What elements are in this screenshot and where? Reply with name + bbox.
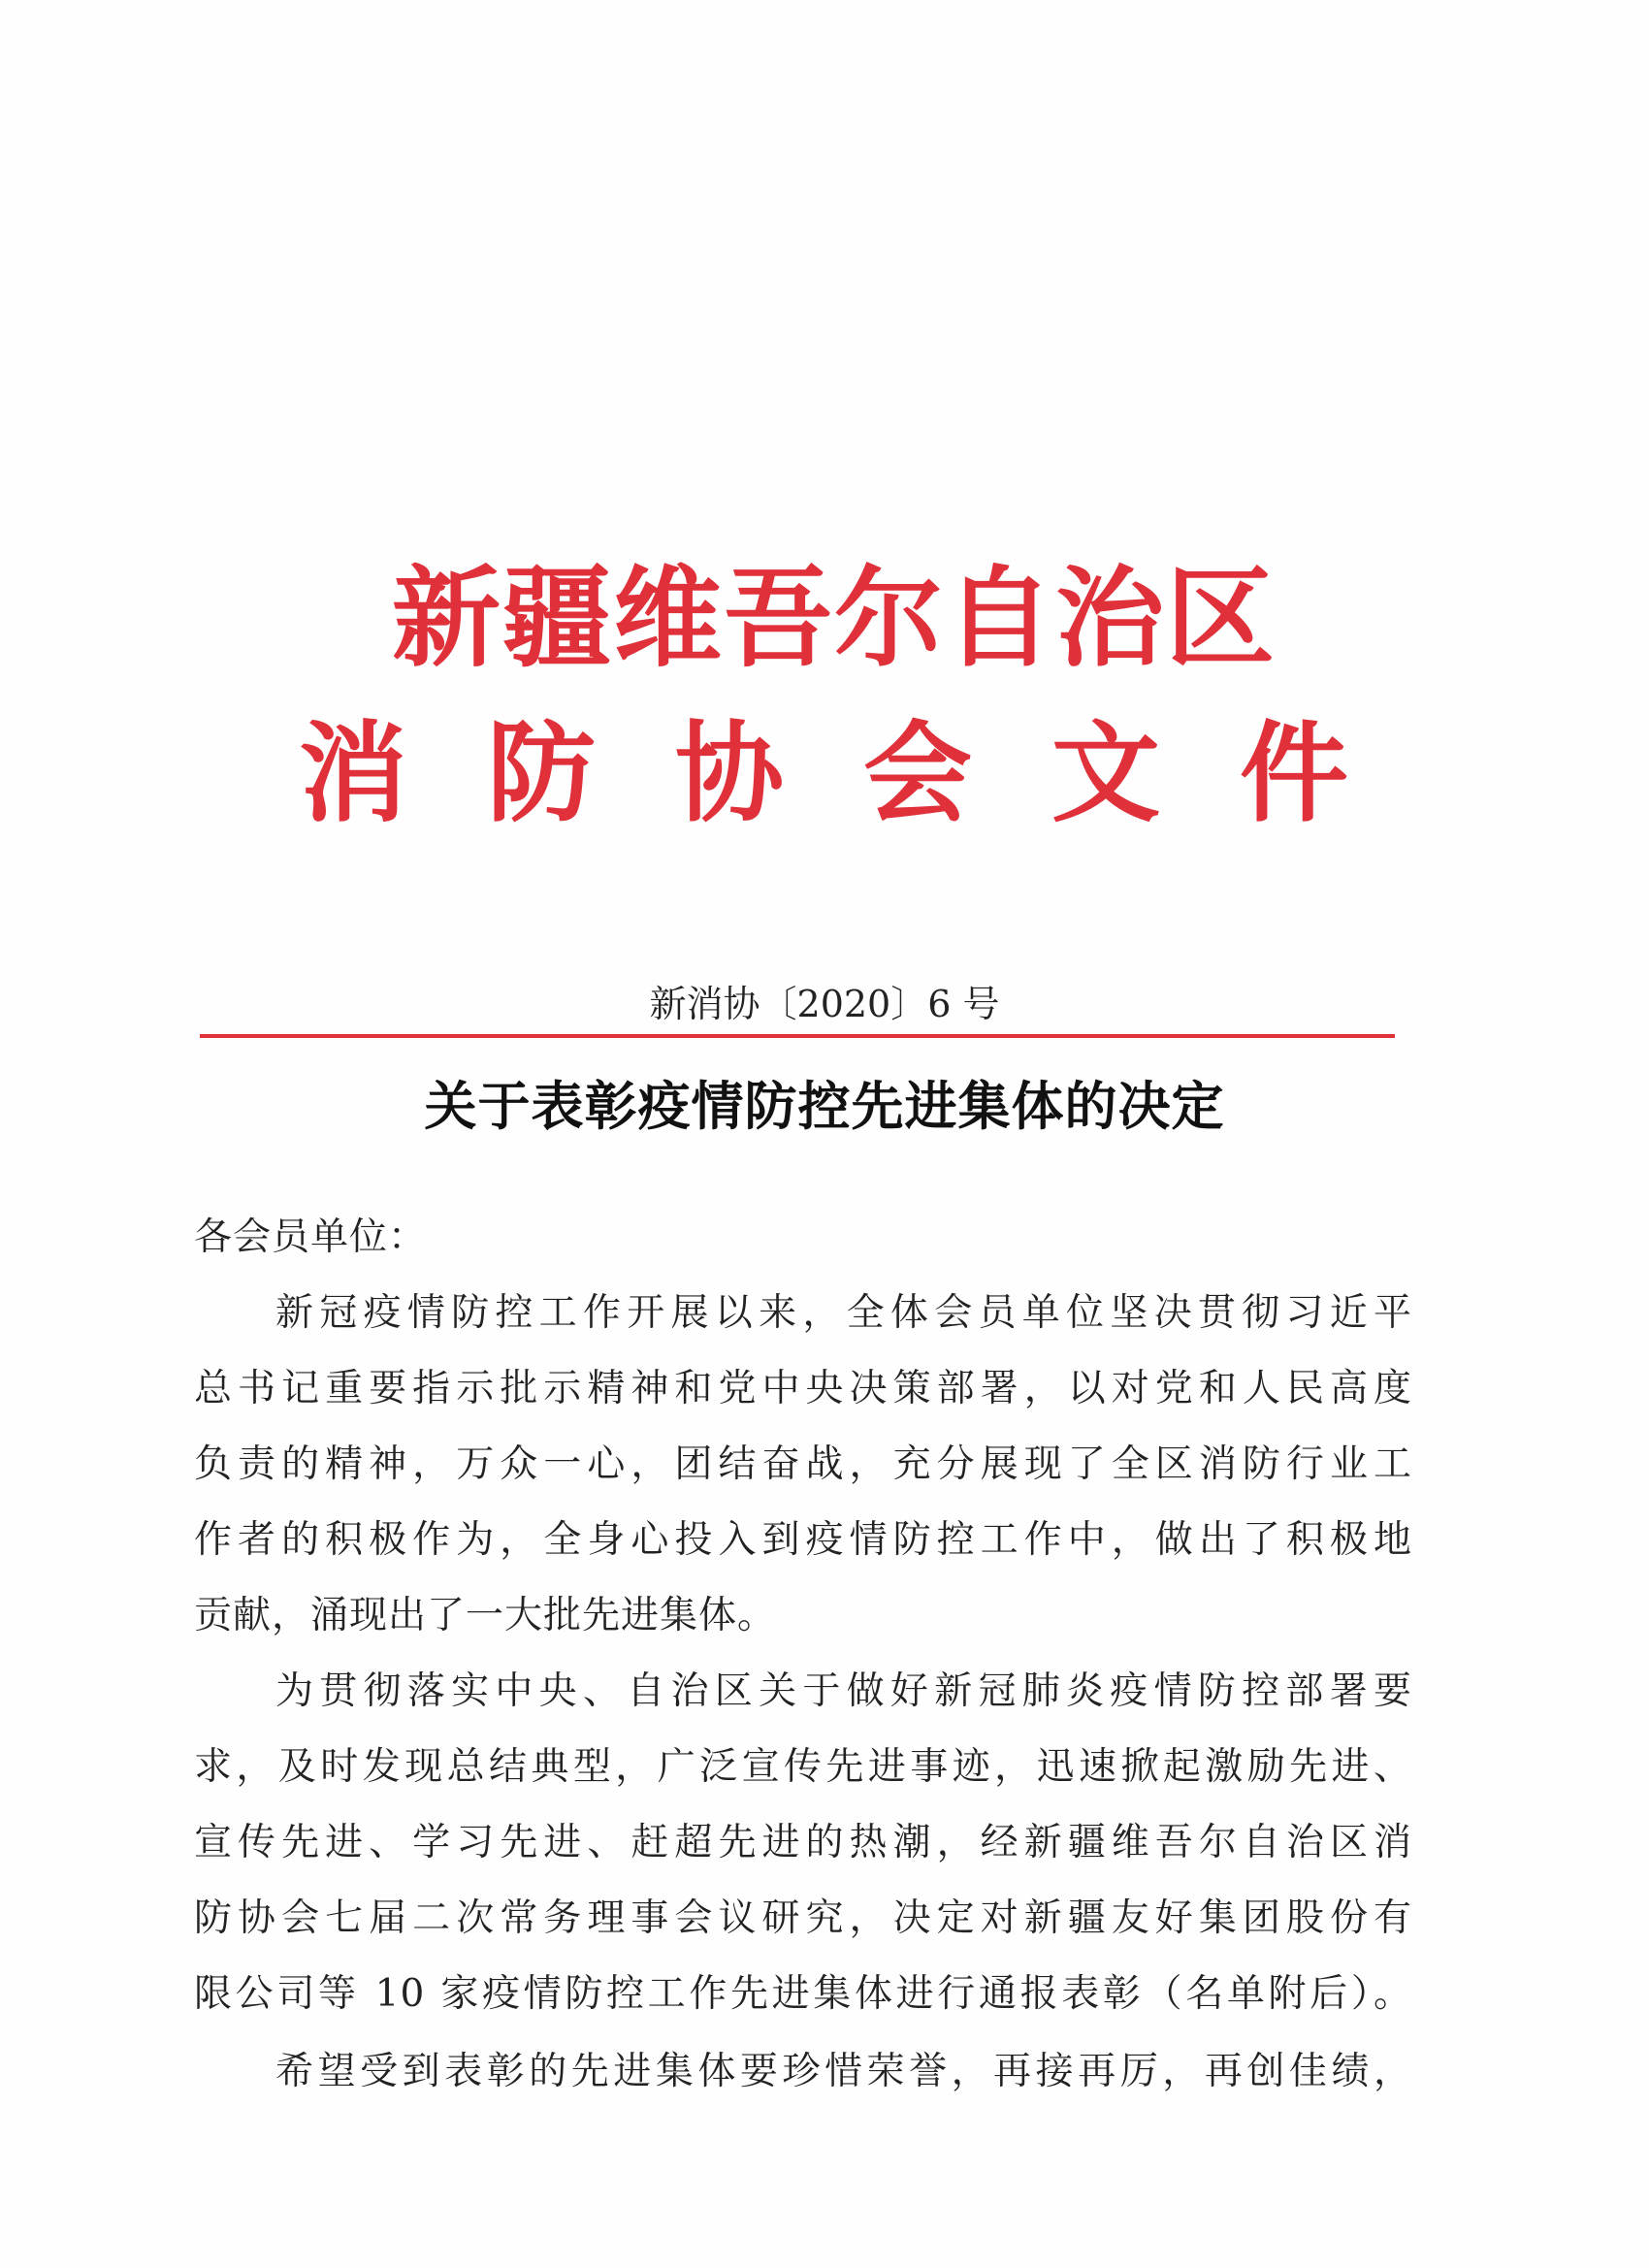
body-line: 希望受到表彰的先进集体要珍惜荣誉，再接再厉，再创佳绩，	[275, 2050, 1412, 2093]
body-line: 宣传先进、学习先进、赶超先进的热潮，经新疆维吾尔自治区消	[194, 1821, 1412, 1864]
document-number: 新消协〔2020〕6 号	[649, 983, 1000, 1025]
body-line: 作者的积极作为，全身心投入到疫情防控工作中，做出了积极地	[194, 1518, 1412, 1562]
body-line: 贡献，涌现出了一大批先进集体。	[194, 1594, 777, 1637]
issuer-name-line-2: 消防协会文件	[299, 710, 1428, 837]
salutation: 各会员单位：	[194, 1215, 428, 1259]
body-line: 负责的精神，万众一心，团结奋战，充分展现了全区消防行业工	[194, 1442, 1412, 1486]
body-line: 新冠疫情防控工作开展以来，全体会员单位坚决贯彻习近平	[275, 1291, 1412, 1335]
body-line: 限公司等 10 家疫情防控工作先进集体进行通报表彰（名单附后）。	[194, 1972, 1412, 2016]
body-line: 求，及时发现总结典型，广泛宣传先进事迹，迅速掀起激励先进、	[194, 1745, 1412, 1789]
body-line: 为贯彻落实中央、自治区关于做好新冠肺炎疫情防控部署要	[275, 1669, 1412, 1713]
red-separator-rule	[200, 1034, 1395, 1038]
issuer-name-line-1: 新疆维吾尔自治区	[392, 555, 1277, 682]
body-line: 总书记重要指示批示精神和党中央决策部署，以对党和人民高度	[194, 1367, 1412, 1410]
body-line: 防协会七届二次常务理事会议研究，决定对新疆友好集团股份有	[194, 1896, 1412, 1940]
document-title: 关于表彰疫情防控先进集体的决定	[424, 1076, 1225, 1137]
